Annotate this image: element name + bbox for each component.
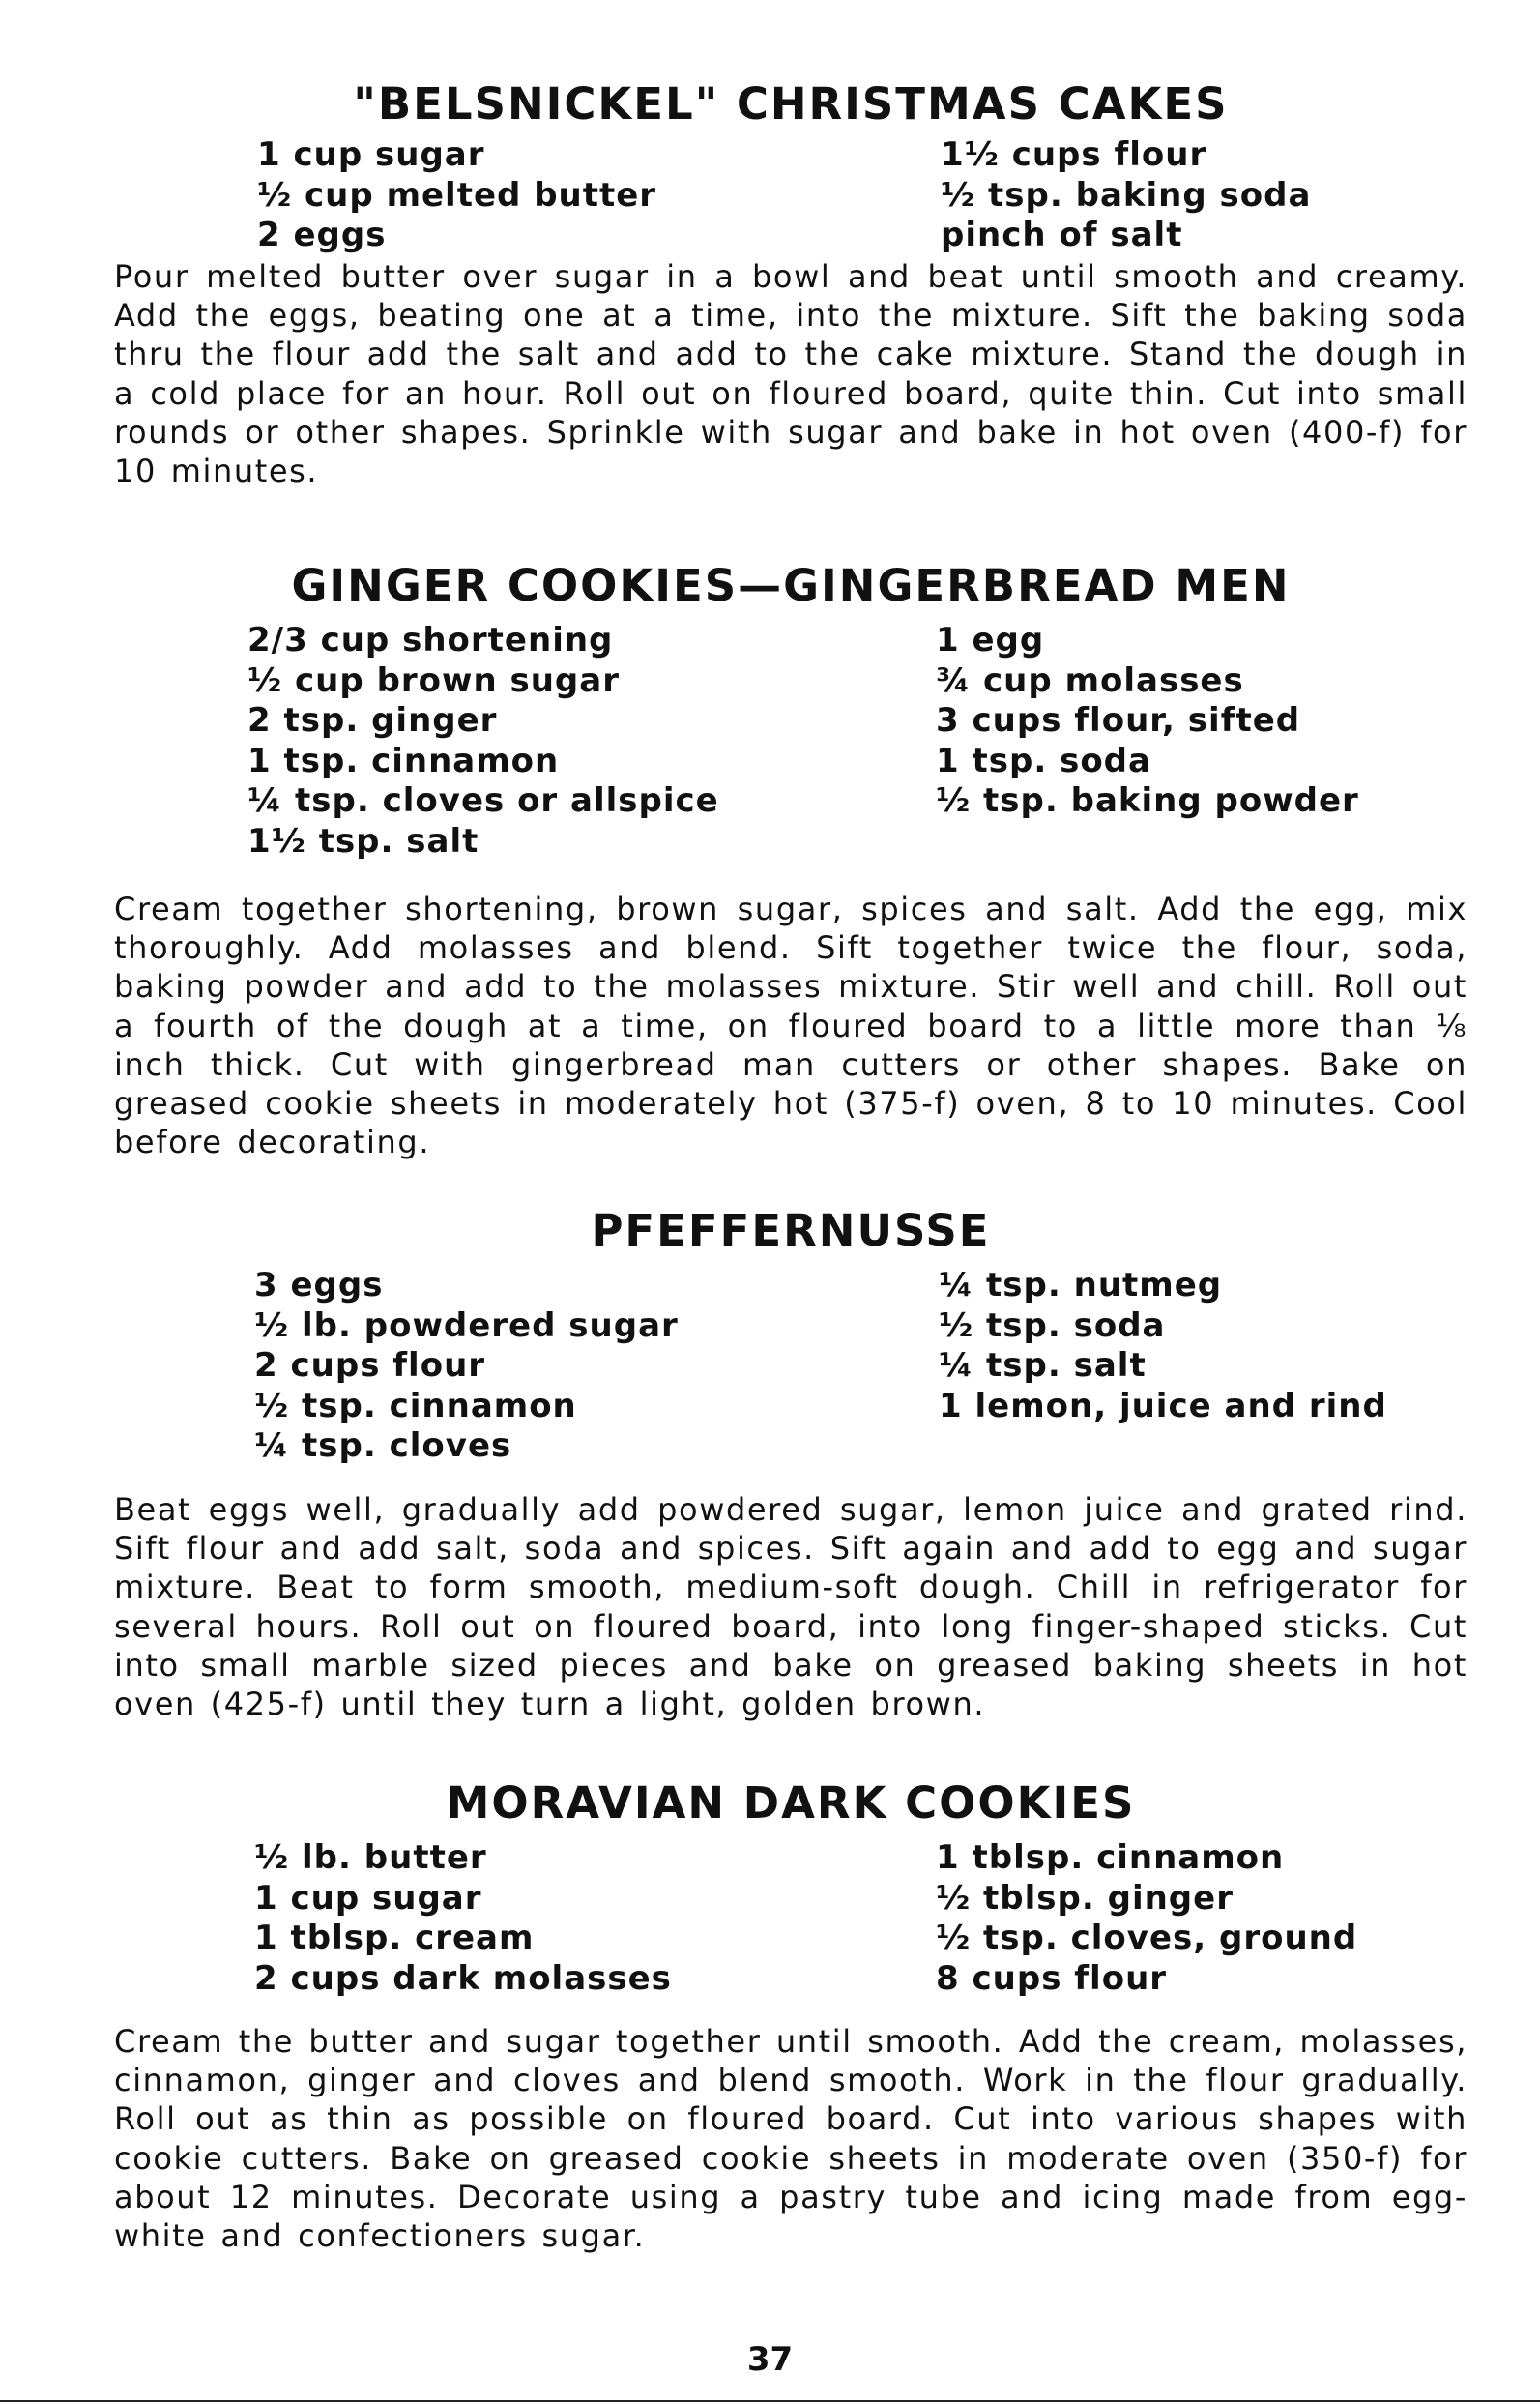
recipe-directions: Cream the butter and sugar together until smooth. Add the cream, molasses, cinnamon, ginger and cloves and blend smooth. Work in the flour gradually. Roll out as thin as possible on floured board. Cut into various shapes with cookie cutters. Bake on greased cookie sheets in moderate oven (350-f) for about 12 minutes. Decorate using a pastry tube and icing made from egg-white and confectioners sugar.: [114, 2023, 1467, 2255]
ingredient-item: ½ tblsp. ginger: [936, 1878, 1234, 1918]
recipe-title: GINGER COOKIES—GINGERBREAD MEN: [291, 560, 1291, 611]
ingredient-item: pinch of salt: [941, 216, 1183, 254]
recipe-ginger-cookies: [114, 559, 1467, 1161]
ingredient-item: ¼ tsp. cloves: [254, 1426, 512, 1465]
ingredient-item: ½ tsp. baking soda: [941, 175, 1312, 215]
ingredients-left-column: [257, 135, 656, 256]
ingredients-left-column: [254, 1266, 679, 1467]
ingredients-right-column: [939, 1266, 1387, 1426]
ingredient-item: 1½ tsp. salt: [247, 821, 479, 861]
ingredient-item: 1 tblsp. cinnamon: [936, 1838, 1285, 1877]
ingredient-item: 1 tblsp. cream: [254, 1919, 535, 1957]
recipe-title: PFEFFERNUSSE: [591, 1205, 991, 1256]
ingredient-list: [114, 135, 1467, 257]
recipe-pfeffernusse: [114, 1204, 1467, 1723]
ingredient-item: ½ lb. butter: [254, 1838, 487, 1877]
ingredient-item: ½ tsp. cinnamon: [254, 1386, 577, 1425]
ingredient-item: 1 lemon, juice and rind: [939, 1386, 1387, 1425]
ingredient-list: [114, 621, 1467, 865]
ingredient-item: ¾ cup molasses: [936, 660, 1244, 700]
ingredients-left-column: [254, 1838, 672, 1999]
ingredient-item: 2 cups flour: [254, 1346, 486, 1385]
recipe-title: MORAVIAN DARK COOKIES: [446, 1777, 1136, 1829]
ingredient-item: ½ tsp. soda: [939, 1305, 1166, 1345]
ingredient-item: 3 eggs: [254, 1266, 384, 1305]
ingredient-item: 3 cups flour, sifted: [936, 701, 1301, 740]
recipe-title: "BELSNICKEL" CHRISTMAS CAKES: [353, 78, 1229, 130]
ingredient-item: 1 cup sugar: [254, 1878, 482, 1918]
ingredient-item: 1½ cups flour: [941, 135, 1207, 174]
ingredient-item: ½ cup brown sugar: [247, 660, 620, 700]
ingredient-item: ½ tsp. cloves, ground: [936, 1919, 1358, 1957]
ingredient-item: 2 cups dark molasses: [254, 1958, 672, 1998]
recipe-directions: Cream together shortening, brown sugar, spices and salt. Add the egg, mix thoroughly. Add molasses and blend. Sift together twice the flour, soda, baking powder and add to the molasses mixture. Stir well and chill. Roll out a fourth of the dough at a time, on floured board to a little more than ⅛ inch thick. Cut with gingerbread man cutters or other shapes. Bake on greased cookie sheets in moderately hot (375-f) oven, 8 to 10 minutes. Cool before decorating.: [114, 891, 1467, 1161]
ingredients-right-column: [936, 1838, 1357, 1999]
recipe-directions: Pour melted butter over sugar in a bowl and beat until smooth and creamy. Add the eggs, beating one at a time, into the mixture. Sift the baking soda thru the flour add the salt and add to the cake mixture. Stand the dough in a cold place for an hour. Roll out on floured board, quite thin. Cut into small rounds or other shapes. Sprinkle with sugar and bake in hot oven (400-f) for 10 minutes.: [114, 258, 1467, 490]
ingredient-item: ¼ tsp. nutmeg: [939, 1266, 1223, 1305]
recipe-moravian-dark-cookies: [114, 1776, 1467, 2255]
ingredients-right-column: [936, 621, 1359, 822]
ingredients-right-column: [941, 135, 1311, 256]
ingredient-item: 1 egg: [936, 621, 1045, 660]
ingredient-item: ¼ tsp. cloves or allspice: [247, 781, 719, 820]
recipe-directions: Beat eggs well, gradually add powdered sugar, lemon juice and grated rind. Sift flour and add salt, soda and spices. Sift again and add to egg and sugar mixture. Beat to form smooth, medium-soft dough. Chill in refrigerator for several hours. Roll out on floured board, into long finger-shaped sticks. Cut into small marble sized pieces and bake on greased baking sheets in hot oven (425-f) until they turn a light, golden brown.: [114, 1491, 1467, 1723]
ingredient-item: ½ cup melted butter: [257, 175, 657, 215]
ingredient-item: 2 eggs: [257, 216, 387, 254]
page-number: 37: [746, 2340, 794, 2379]
ingredient-item: ¼ tsp. salt: [939, 1346, 1147, 1385]
ingredient-item: 2 tsp. ginger: [247, 701, 498, 740]
bottom-rule: [0, 2400, 1540, 2402]
ingredient-list: [114, 1838, 1467, 2001]
ingredient-item: ½ lb. powdered sugar: [254, 1305, 679, 1345]
ingredient-item: 2/3 cup shortening: [247, 621, 614, 660]
ingredient-list: [114, 1266, 1467, 1469]
recipe-belsnickel-christmas-cakes: [114, 77, 1467, 490]
ingredient-item: 1 tsp. cinnamon: [247, 741, 560, 780]
ingredient-item: 1 cup sugar: [257, 135, 485, 174]
ingredient-item: 8 cups flour: [936, 1958, 1168, 1998]
ingredients-left-column: [247, 621, 719, 862]
ingredient-item: 1 tsp. soda: [936, 741, 1151, 780]
ingredient-item: ½ tsp. baking powder: [936, 781, 1359, 820]
